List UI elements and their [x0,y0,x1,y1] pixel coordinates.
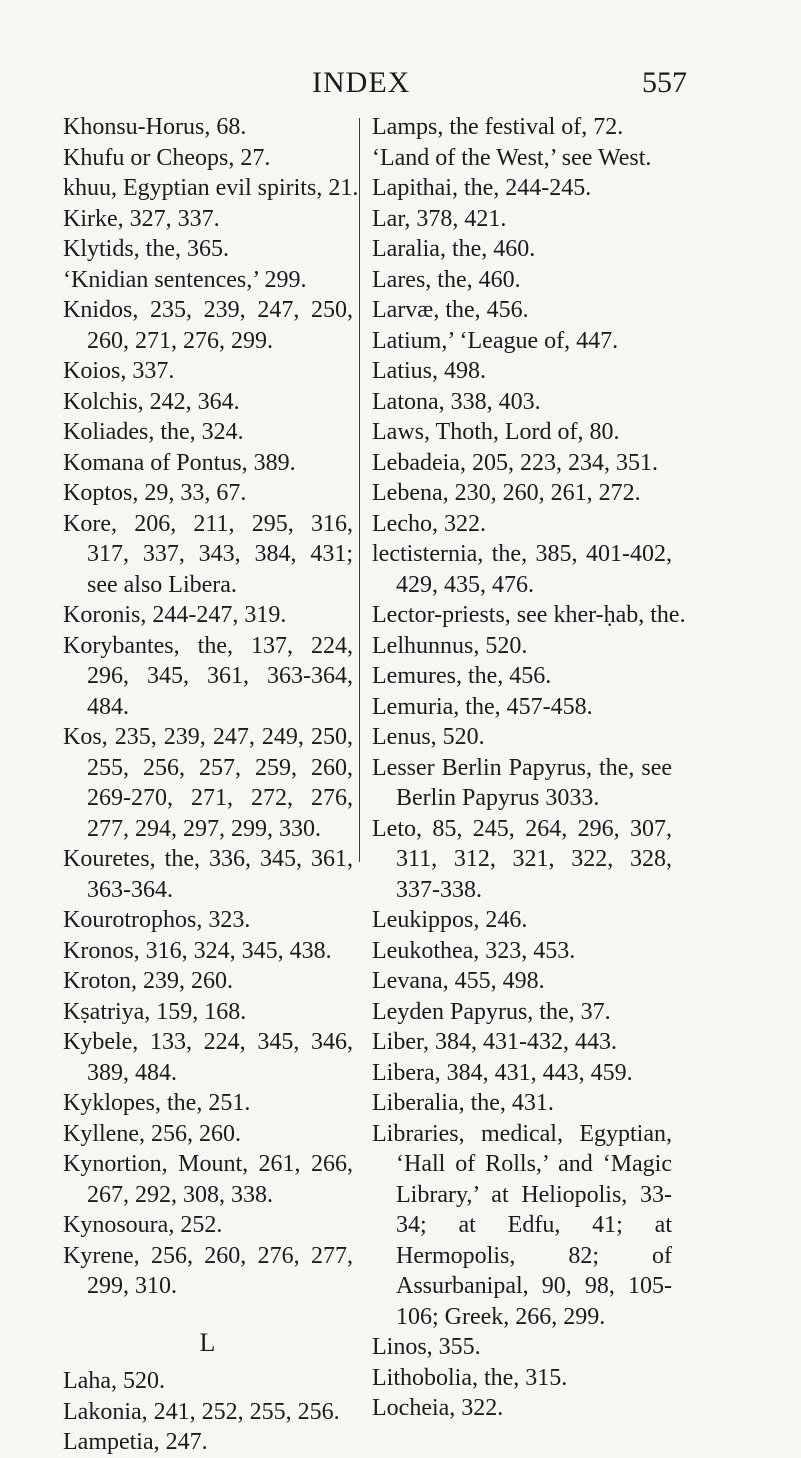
index-entry: Lamps, the festival of, 72. [372,114,624,140]
index-entry: Kronos, 316, 324, 345, 438. [63,937,332,964]
index-entry: ‘Knidian sentences,’ 299. [63,266,307,293]
index-entry: Kyllene, 256, 260. [63,1120,241,1147]
index-entry: Knidos, 235, 239, 247, 250, 260, 271, 276, 299. [63,297,353,354]
index-entry: Kyrene, 256, 260, 276, 277, 299, 310. [63,1242,353,1299]
index-entry: Kṣatriya, 159, 168. [63,998,247,1025]
index-column-right [372,112,686,1424]
column-divider [359,118,360,862]
index-entry: Lemuria, the, 457-458. [372,693,593,720]
page-title: INDEX [312,66,411,99]
index-entry: Kynortion, Mount, 261, 266, 267, 292, 308, 338. [63,1151,353,1208]
index-entry: Libera, 384, 431, 443, 459. [372,1059,633,1086]
index-entry: Larvæ, the, 456. [372,297,529,323]
index-entry: Kore, 206, 211, 295, 316, 317, 337, 343, 384, 431; see also Libera. [63,510,353,598]
index-entry: Lakonia, 241, 252, 255, 256. [63,1398,340,1425]
index-entry: Levana, 455, 498. [372,968,545,994]
page-number: 557 [642,66,687,99]
index-entry: Korybantes, the, 137, 224, 296, 345, 361, 363-364, 484. [63,632,353,720]
index-entry: Latona, 338, 403. [372,388,541,415]
index-entry: Komana of Pontus, 389. [63,449,296,476]
index-entry: Lebadeia, 205, 223, 234, 351. [372,449,658,476]
index-entry: Khonsu-Horus, 68. [63,114,247,140]
index-entry: Koronis, 244-247, 319. [63,602,287,628]
index-entry: Laha, 520. [63,1368,165,1394]
index-entry: Liberalia, the, 431. [372,1090,554,1116]
index-entry: Lithobolia, the, 315. [372,1364,568,1391]
index-entry: Linos, 355. [372,1334,481,1360]
index-entry: Lar, 378, 421. [372,205,507,232]
index-entry: Kouretes, the, 336, 345, 361, 363-364. [63,846,353,903]
index-entry: Leyden Papyrus, the, 37. [372,998,611,1025]
index-entry: Koios, 337. [63,358,175,384]
index-entry: Kourotrophos, 323. [63,907,251,933]
index-entry: Lecho, 322. [372,510,486,537]
page-header [0,66,801,102]
index-entry: Leto, 85, 245, 264, 296, 307, 311, 312, 321, 322, 328, 337-338. [372,815,672,903]
index-entry: Koliades, the, 324. [63,419,244,445]
index-entry: lectisternia, the, 385, 401-402, 429, 435, 476. [372,541,672,598]
index-column-left [63,112,359,1458]
index-entry: Kroton, 239, 260. [63,968,233,994]
index-entry: Klytids, the, 365. [63,236,229,262]
index-entry: Leukothea, 323, 453. [372,937,576,964]
index-entry: Libraries, medical, Egyptian, ‘Hall of Rolls,’ and ‘Magic Library,’ at Heliopolis, 33-34; at Edfu, 41; at Hermopolis, 82; of Assurbanipal, 90, 98, 105-106; Greek, 266, 299. [372,1120,672,1330]
index-entry: Lesser Berlin Papyrus, the, see Berlin Papyrus 3033. [372,754,672,811]
index-entry: Lemures, the, 456. [372,663,552,689]
index-entry: Kynosoura, 252. [63,1212,223,1238]
index-entry: Liber, 384, 431-432, 443. [372,1029,618,1055]
index-entry: Kirke, 327, 337. [63,205,220,232]
index-entry: Khufu or Cheops, 27. [63,144,271,171]
index-entry: Lampetia, 247. [63,1429,208,1455]
index-entry: Lares, the, 460. [372,266,521,293]
index-entry: Locheia, 322. [372,1395,504,1421]
index-entry: Kos, 235, 239, 247, 249, 250, 255, 256, 257, 259, 260, 269-270, 271, 272, 276, 277, 294, 297, 299, 330. [63,724,353,842]
index-entry: Laralia, the, 460. [372,236,536,262]
index-entry: Lebena, 230, 260, 261, 272. [372,480,641,506]
index-entry: Lector-priests, see kher-ḥab, the. [372,602,686,628]
index-entry: Leukippos, 246. [372,907,528,933]
index-entry: Latium,’ ‘League of, 447. [372,327,619,354]
index-entry: ‘Land of the West,’ see West. [372,144,652,171]
index-entry: Latius, 498. [372,358,486,384]
index-entry: khuu, Egyptian evil spirits, 21. [63,175,359,201]
index-entry: Koptos, 29, 33, 67. [63,480,247,506]
index-entry: Laws, Thoth, Lord of, 80. [372,419,620,445]
index-entry: Kolchis, 242, 364. [63,388,240,415]
index-entry: Lelhunnus, 520. [372,632,528,659]
index-entry: Kyklopes, the, 251. [63,1090,251,1116]
index-entry: Lenus, 520. [372,724,485,750]
index-entry: Kybele, 133, 224, 345, 346, 389, 484. [63,1029,353,1086]
index-entry: Lapithai, the, 244-245. [372,175,592,201]
section-letter: L [199,1327,217,1357]
